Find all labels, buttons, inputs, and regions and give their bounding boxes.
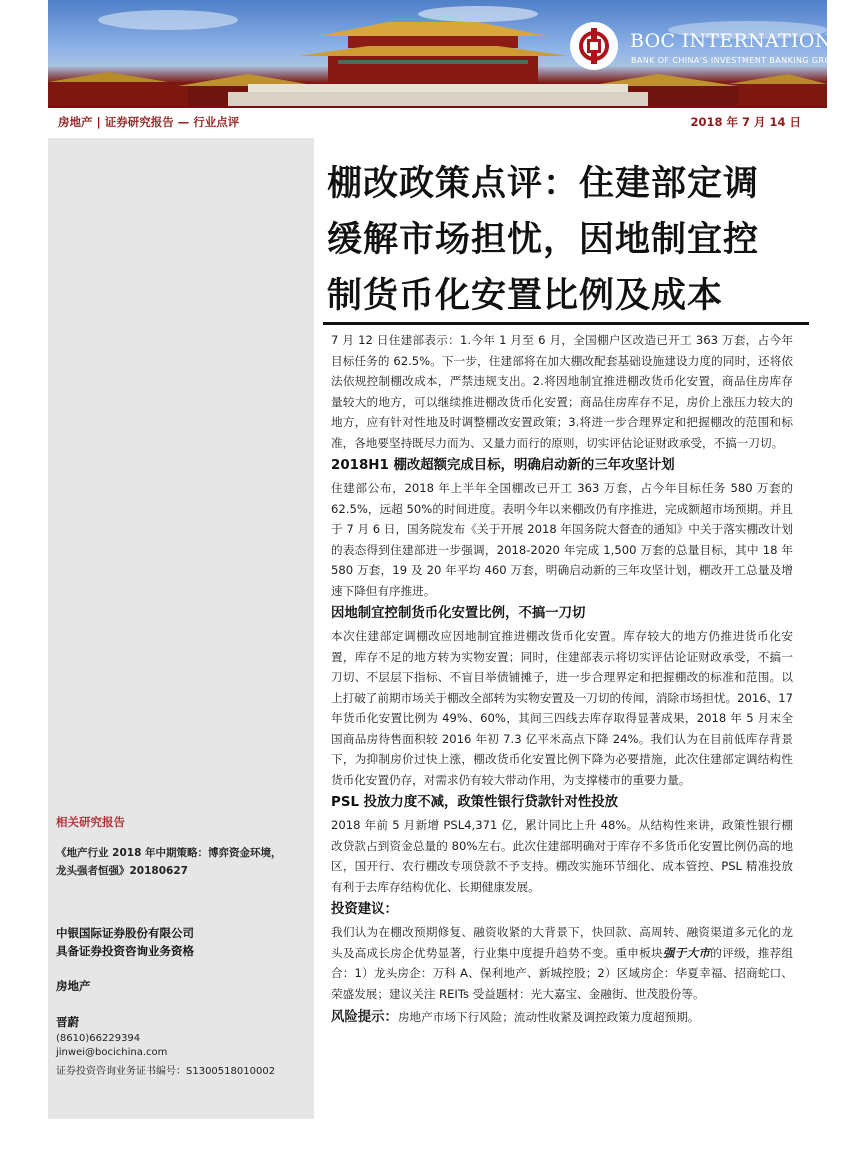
title-line: 棚改政策点评：住建部定调 (327, 163, 760, 204)
related-reports-heading: 相关研究报告 (56, 815, 125, 829)
related-report-line: 龙头强者恒强》20180627 (56, 865, 188, 877)
risk-warning (331, 1007, 793, 1029)
analyst-name: 晋蔚 (56, 1015, 79, 1029)
brand-name: BOC INTERNATIONAL (630, 30, 859, 52)
title-line: 缓解市场担忧，因地制宜控 (327, 219, 760, 260)
breadcrumb: 房地产 | 证券研究报告 — 行业点评 (58, 115, 240, 129)
company-qualification: 具备证券投资咨询业务资格 (56, 944, 194, 958)
section-paragraph: 住建部公布，2018 年上半年全国棚改已开工 363 万套，占今年目标任务 580 万套的 62.5%，远超 50%的时间进度。表明今年以来棚改仍有序推进，完成额超市场预期。并且于 7 月 6 日，国务院发布《关于开展 2018 年国务院大督查的通知》中关于落实棚改计划的表态得到住建部进一步强调，2018-2020 年完成 1,500 万套的总量目标，其中 18 年 580 万套，19 及 20 年平均 460 万套，明确启动新的三年攻坚计划，棚改开工总量及增速下降但有序推进。 (331, 481, 793, 598)
analyst-phone: (8610)66229394 (56, 1033, 141, 1044)
risk-text: 房地产市场下行风险；流动性收紧及调控政策力度超预期。 (397, 1010, 700, 1024)
investment-advice-paragraph (331, 922, 793, 1004)
header-banner (48, 0, 859, 106)
sidebar (48, 138, 314, 1119)
advice-text: 我们认为在棚改预期修复、融资收紧的大背景下，快回款、高周转、融资渠道多元化的龙头及高成长房企优势显著，行业集中度提升趋势不变。重申板块 (331, 925, 793, 960)
section-paragraph: 2018 年前 5 月新增 PSL4,371 亿，累计同比上升 48%。从结构性来讲，政策性银行棚改贷款占到资金总量的 80%左右。此次住建部明确对于库存不多货币化安置比例仍高的地区，国开行、农行棚改专项贷款不予支持。棚改实施环节细化、成本管控、PSL 精准投放有利于去库存结构优化、长期健康发展。 (331, 818, 793, 894)
title-line: 制货币化安置比例及成本 (327, 275, 724, 316)
section-heading: PSL 投放力度不减，政策性银行贷款针对性投放 (331, 795, 619, 810)
header-bar (48, 106, 827, 138)
related-report-line: 《地产行业 2018 年中期策略：博弈资金环境， (56, 847, 282, 859)
report-body (331, 330, 793, 1029)
analyst-email: jinwei@bocichina.com (56, 1047, 168, 1058)
section-heading: 因地制宜控制货币化安置比例，不搞一刀切 (331, 606, 586, 621)
report-date: 2018 年 7 月 14 日 (690, 115, 801, 129)
analyst-license: 证券投资咨询业务证书编号：S1300518010002 (56, 1066, 276, 1077)
report-title (327, 156, 807, 324)
boc-logo (570, 22, 618, 70)
title-divider (323, 322, 809, 325)
advice-text: 的评级，推荐组合：1）龙头房企：万科 A、保利地产、新城控股；2）区域房企：华夏幸福、招商蛇口、荣盛发展；建议关注 REITs 受益题材：光大嘉宝、金融街、世茂股份等。 (331, 945, 793, 1001)
sector-rating: 强于大市 (662, 945, 711, 960)
risk-label: 风险提示： (331, 1010, 398, 1025)
intro-paragraph: 7 月 12 日住建部表示：1.今年 1 月至 6 月，全国棚户区改造已开工 363 万套，占今年目标任务的 62.5%。下一步，住建部将在加大棚改配套基础设施建设力度的同时，还将依法依规控制棚改成本，严禁违规支出。2.将因地制宜推进棚改货币化安置，商品住房库存量较大的地方，可以继续推进棚改货币化安置；商品住房库存不足，房价上涨压力较大的地方，应有针对性地及时调整棚改安置政策；3.将进一步合理界定和把握棚改的范围和标准，各地要坚持既尽力而为、又量力而行的原则，切实评估论证财政承受，不搞一刀切。 (331, 333, 793, 450)
forbidden-city-image (48, 0, 827, 106)
brand-tagline: BANK OF CHINA'S INVESTMENT BANKING GROUP (631, 56, 843, 65)
section-paragraph: 本次住建部定调棚改应因地制宜推进棚改货币化安置。库存较大的地方仍推进货币化安置，库存不足的地方转为实物安置；同时，住建部表示将切实评估论证财政承受，不搞一刀切、不层层下指标、不盲目举债铺摊子，进一步合理界定和把握棚改的标准和范围。以上打破了前期市场关于棚改全部转为实物安置及一刀切的传闻，消除市场担忧。2016、17 年货币化安置比例为 49%、60%，其间三四线去库存取得显著成果，2018 年 5 月末全国商品房待售面积较 2016 年初 7.3 亿平米高点下降 24%。我们认为在目前低库存背景下，为抑制房价过快上涨，棚改货币化安置比例下降为必要措施，此次住建部定调结构性货币化安置仍存，对需求仍有较大带动作用，为支撑楼市的重要力量。 (331, 629, 793, 787)
company-name: 中银国际证券股份有限公司 (56, 926, 194, 940)
investment-advice-heading: 投资建议： (331, 902, 398, 917)
section-heading: 2018H1 棚改超额完成目标，明确启动新的三年攻坚计划 (331, 458, 675, 473)
sector-label: 房地产 (56, 979, 91, 993)
